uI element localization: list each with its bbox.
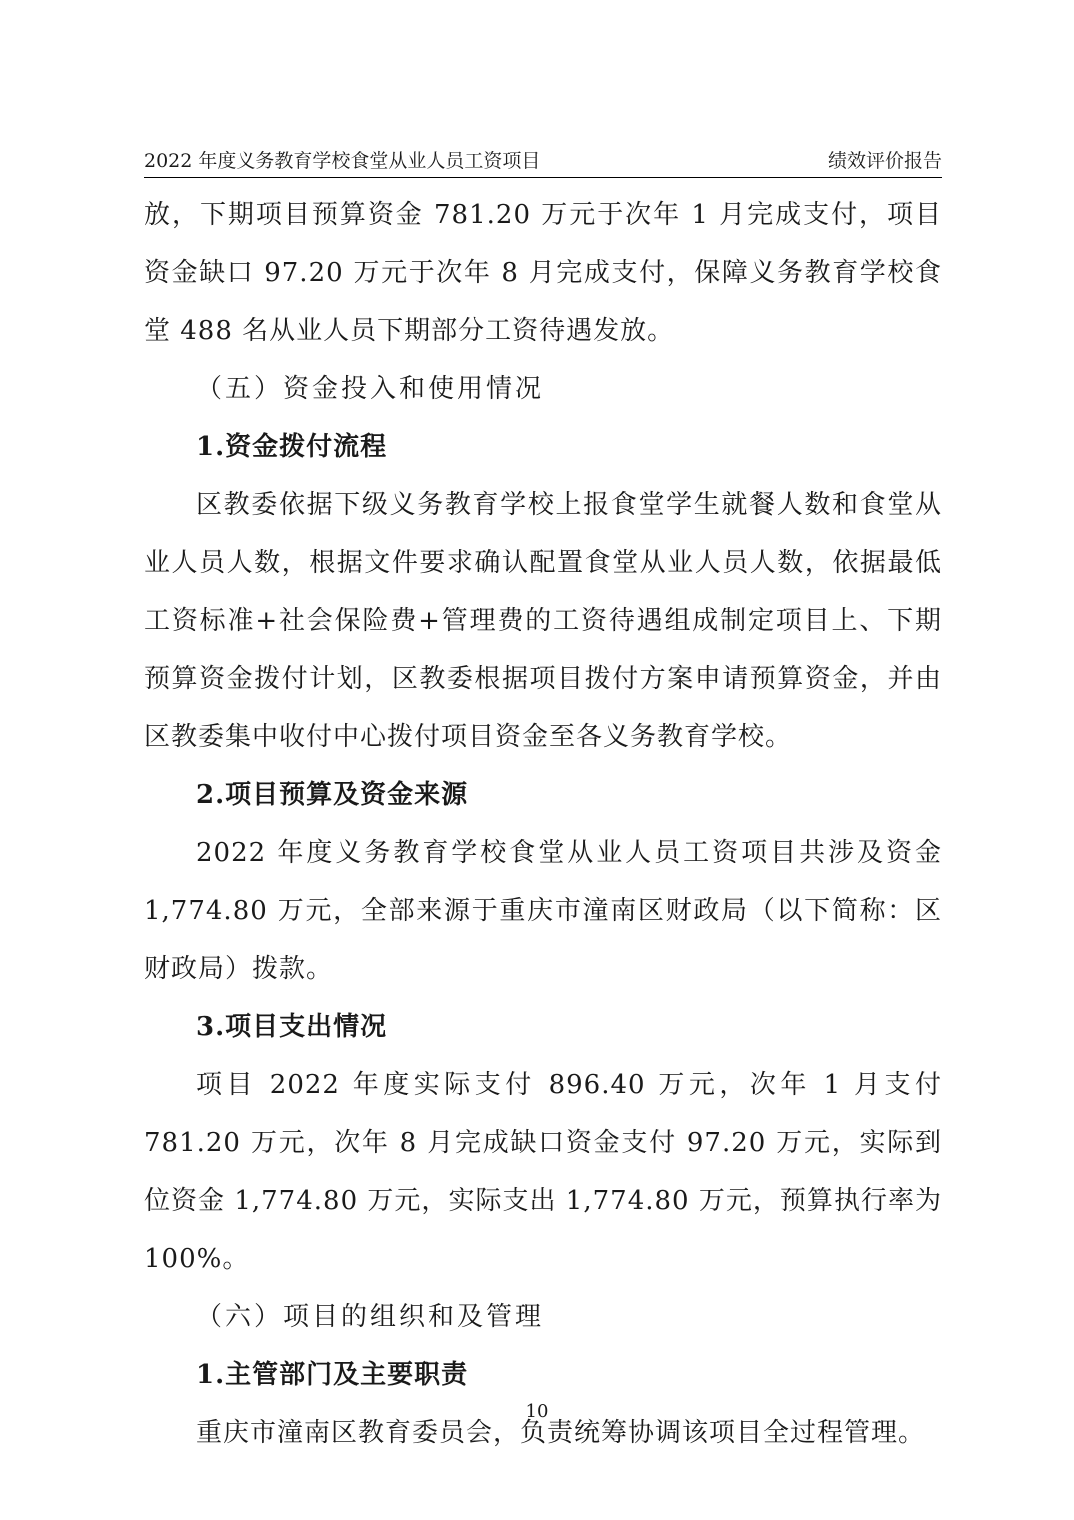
section-heading-6: （六）项目的组织和及管理 bbox=[196, 1302, 545, 1332]
header-divider bbox=[144, 177, 942, 178]
subheading-expenditure: 3.项目支出情况 bbox=[196, 1012, 388, 1042]
subheading-fund-allocation-process: 1.资金拨付流程 bbox=[196, 432, 388, 462]
page-header bbox=[144, 146, 942, 176]
paragraph-budget-source: 2022 年度义务教育学校食堂从业人员工资项目共涉及资金 1,774.80 万元，全部来源于重庆市潼南区财政局（以下简称：区财政局）拨款。 bbox=[144, 838, 942, 984]
paragraph-department-duties: 重庆市潼南区教育委员会，负责统筹协调该项目全过程管理。 bbox=[196, 1418, 926, 1448]
subheading-budget-and-source: 2.项目预算及资金来源 bbox=[196, 780, 469, 810]
paragraph-fund-allocation: 区教委依据下级义务教育学校上报食堂学生就餐人数和食堂从业人员人数，根据文件要求确认配置食堂从业人员人数，依据最低工资标准+社会保险费+管理费的工资待遇组成制定项目上、下期预算资金拨付计划，区教委根据项目拨付方案申请预算资金，并由区教委集中收付中心拨付项目资金至各义务教育学校。 bbox=[144, 490, 942, 752]
subheading-department-duties: 1.主管部门及主要职责 bbox=[196, 1360, 469, 1390]
header-title: 2022 年度义务教育学校食堂从业人员工资项目 bbox=[144, 150, 541, 172]
page-number: 10 bbox=[525, 1401, 549, 1422]
header-report-type: 绩效评价报告 bbox=[827, 150, 942, 172]
paragraph-continuation: 放，下期项目预算资金 781.20 万元于次年 1 月完成支付，项目资金缺口 97.20 万元于次年 8 月完成支付，保障义务教育学校食堂 488 名从业人员下期部分工资待遇发放。 bbox=[144, 200, 942, 346]
paragraph-expenditure: 项目 2022 年度实际支付 896.40 万元，次年 1 月支付 781.20 万元，次年 8 月完成缺口资金支付 97.20 万元，实际到位资金 1,774.80 万元，实际支出 1,774.80 万元，预算执行率为 100%。 bbox=[144, 1070, 942, 1274]
document-body bbox=[144, 186, 942, 1462]
section-heading-5: （五）资金投入和使用情况 bbox=[196, 374, 545, 404]
